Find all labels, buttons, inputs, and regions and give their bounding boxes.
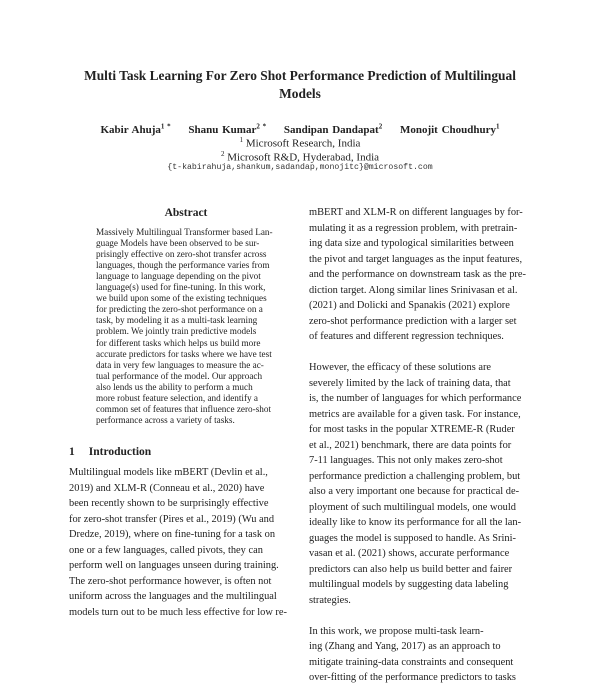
author-affil-marker: 2 (378, 122, 383, 130)
abstract-line: more robust feature selection, and identify a (96, 392, 258, 403)
body-text-line: vasan et al. (2021) shows, accurate performance (309, 548, 510, 559)
abstract-line: language to language depending on the pivot (96, 271, 261, 282)
introduction-line: one or a few languages, called pivots, they can (69, 544, 263, 556)
affiliation-text: Microsoft Research, India (245, 137, 361, 150)
affiliation (40, 147, 560, 165)
body-text-line: the pivot and target languages as the input features, (309, 253, 523, 265)
author-name: Shanu Kumar (188, 123, 257, 136)
body-text-line: ing data size and typological similarities between (309, 238, 514, 249)
abstract-heading: Abstract (164, 207, 208, 219)
body-text-line: over-fitting of the performance predictors to tasks (309, 672, 516, 683)
introduction-line: 2019) and XLM-R (Conneau et al., 2020) have (69, 482, 265, 494)
body-text-line: of features and different regression techniques. (309, 331, 504, 342)
author-emails: {t-kabirahuja,shankum,sadandap,monojitc}@microsoft.com (167, 163, 433, 172)
body-text-line: for most tasks in the popular XTREME-R (Ruder (309, 424, 515, 435)
introduction-line: perform well on languages unseen during training. (69, 560, 279, 571)
abstract-line: for different tasks which helps us build more (96, 337, 261, 348)
body-text-line: ing (Zhang and Yang, 2017) as an approach to (309, 641, 501, 652)
author-affil-marker: 1 (496, 122, 500, 130)
introduction-line: The zero-shot performance however, is often not (69, 575, 272, 587)
author-name: Kabir Ahuja (100, 123, 161, 136)
abstract-line: performance across a variety of tasks. (96, 414, 235, 425)
abstract-line: languages, though the performance varies from (96, 260, 270, 271)
paper-title-line: Multi Task Learning For Zero Shot Performance Prediction of Multilingual (84, 68, 516, 83)
section-number: 1 (69, 446, 75, 458)
abstract-line: problem. We jointly train predictive models (96, 326, 257, 337)
section-title: Introduction (88, 446, 152, 458)
introduction-line: Dredze, 2019), where on fine-tuning for a task on (69, 529, 276, 540)
affiliation-marker: 1 (239, 136, 244, 144)
introduction-line: for zero-shot transfer (Pires et al., 2019) (Wu and (69, 513, 275, 525)
introduction-line: Multilingual models like mBERT (Devlin et al., (69, 467, 268, 478)
body-text-line: ployment of such multilingual models, one would (309, 501, 516, 513)
affiliation-text: Microsoft R&D, Hyderabad, India (227, 151, 380, 164)
affiliation-marker: 2 (220, 150, 225, 158)
body-text-line: 7-11 languages. This not only makes zero-shot (309, 455, 503, 466)
body-text-line: mBERT and XLM-R on different languages by for- (309, 207, 523, 218)
body-text-line: performance prediction a challenging problem, but (309, 470, 521, 482)
body-text-line: mitigate training-data constraints and consequent (309, 656, 514, 668)
abstract-line: task, by modeling it as a multi-task learning (96, 315, 258, 326)
body-text-line: (2021) and Dolicki and Spanakis (2021) explore (309, 300, 510, 311)
abstract-line: also lends us the ability to perform a much (96, 381, 253, 392)
abstract-line: data in very few languages to measure the ac- (96, 359, 264, 370)
abstract-line: guage Models have been observed to be sur- (96, 238, 260, 249)
section-heading (69, 446, 151, 458)
abstract-line: language(s) used for fine-tuning. In this work, (96, 282, 266, 293)
body-text-line: guages the model is supposed to handle. As Srini- (309, 532, 516, 544)
author-name: Monojit Choudhury (399, 123, 496, 136)
body-text-line: is, the number of languages for which performance (309, 393, 522, 404)
body-text-line: strategies. (309, 594, 351, 606)
introduction-line: uniform across the languages and the multilingual (69, 591, 277, 602)
abstract-line: accurate predictors for tasks where we have test (96, 348, 272, 359)
body-text-line: In this work, we propose multi-task learn- (309, 625, 484, 637)
introduction-line: been recently shown to be surprisingly effective (69, 498, 269, 509)
body-text-line: metrics are available for a given task. For instance, (309, 408, 521, 420)
body-text-line: zero-shot performance prediction with a larger set (309, 315, 517, 327)
abstract-line: prisingly effective on zero-shot transfer across (96, 249, 267, 260)
body-text-line: ideally like to know its performance for all the lan- (309, 517, 522, 528)
author-affil-marker: 1 * (160, 122, 171, 130)
body-text-line: et al., 2021) benchmark, there are data points for (309, 439, 512, 451)
body-text-line: multilingual models by suggesting data labeling (309, 579, 509, 590)
abstract-line: common set of features that influence zero-shot (96, 403, 272, 414)
introduction-line: models turn out to be much less effective for low re- (69, 606, 287, 618)
abstract-line: we build upon some of the existing techniques (96, 293, 267, 304)
author-affil-marker: 2 * (256, 122, 267, 130)
author-name: Sandipan Dandapat (283, 123, 379, 136)
paper-title (40, 67, 560, 103)
abstract-line: for predicting the zero-shot performance on a (96, 304, 263, 315)
body-text-line: and the performance on downstream task as the pre- (309, 269, 526, 280)
body-text-line: diction target. Along similar lines Srinivasan et al. (309, 284, 518, 296)
abstract-line: tual performance of the model. Our approach (96, 370, 263, 381)
body-text-line: severely limited by the lack of training data, that (309, 377, 511, 389)
body-text-line: also a very important one because for practical de- (309, 486, 520, 497)
body-text-line: predictors can also help us build better and fairer (309, 563, 513, 575)
body-text-line: However, the efficacy of these solutions are (309, 362, 492, 373)
abstract-line: Massively Multilingual Transformer based Lan- (96, 227, 273, 237)
body-text-line: mulating it as a regression problem, with pretrain- (309, 222, 518, 234)
paper-title-line: Models (279, 86, 321, 101)
